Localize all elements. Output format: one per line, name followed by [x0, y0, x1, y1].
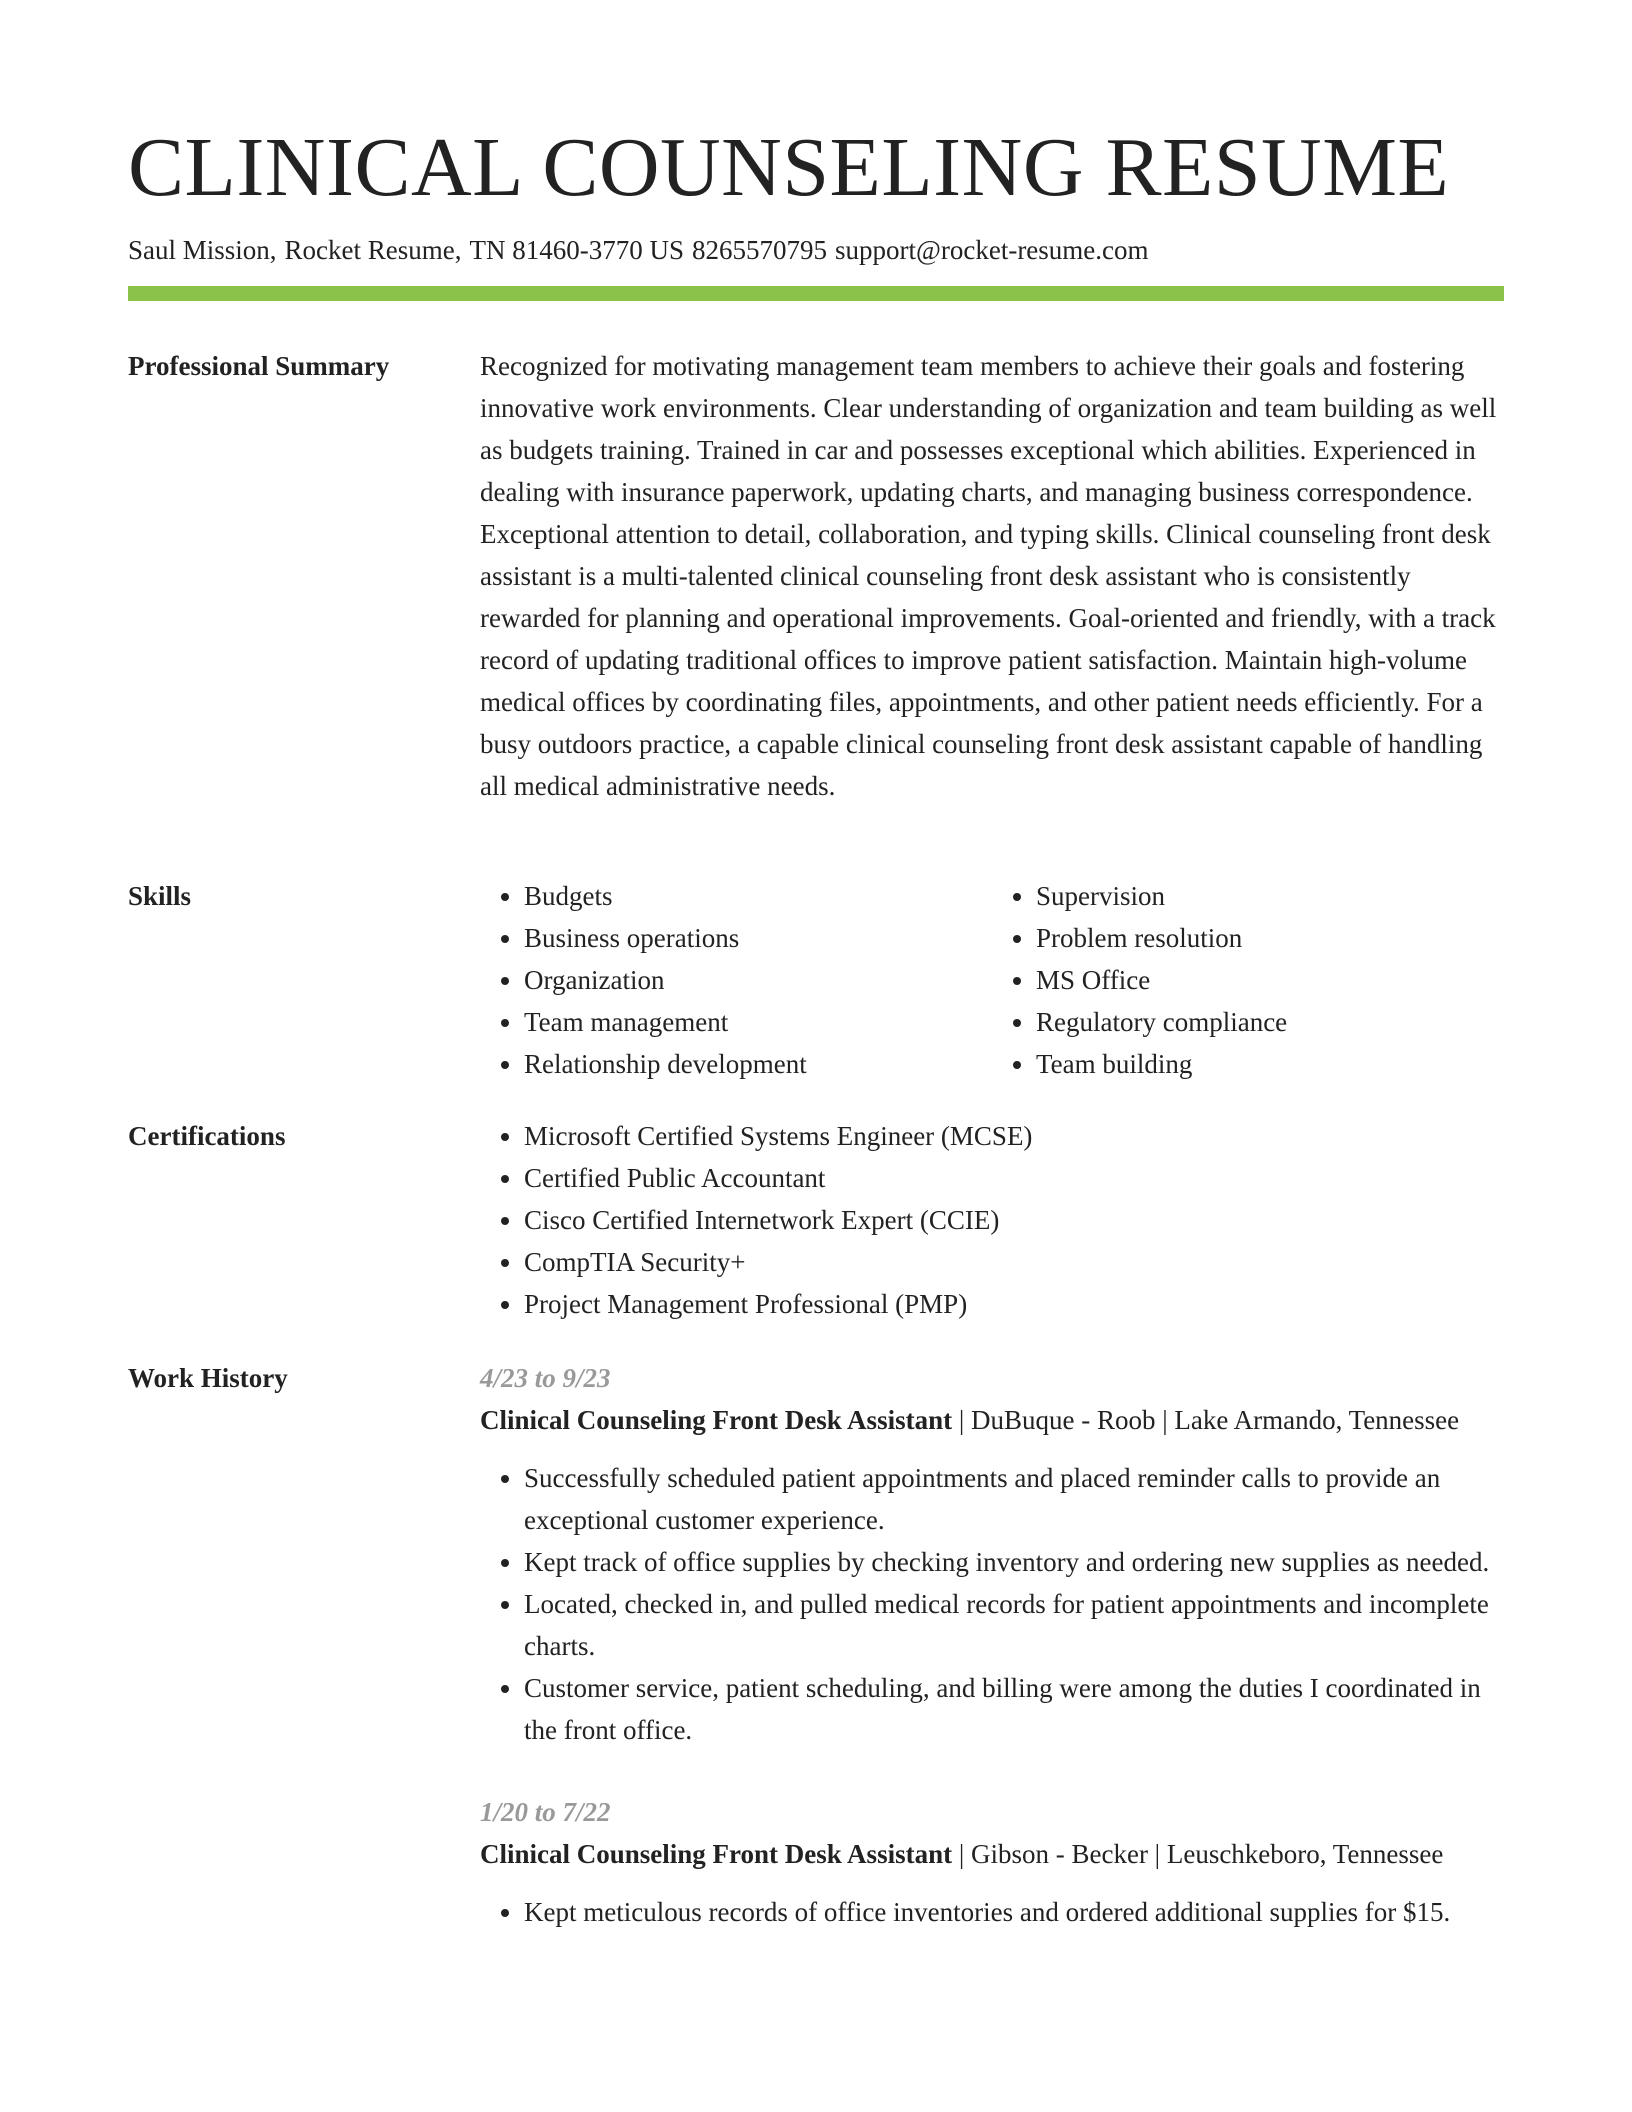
contact-company: Rocket Resume,: [284, 235, 462, 265]
work-history-body: [480, 1357, 1504, 1973]
summary-label: Professional Summary: [128, 351, 390, 381]
job-duty: • Kept track of office supplies by checking inventory and ordering new supplies as needed.: [524, 1541, 1504, 1583]
job-duty: • Successfully scheduled patient appointments and placed reminder calls to provide an exceptional customer experience.: [524, 1457, 1504, 1541]
certification-item: • Certified Public Accountant: [524, 1157, 1504, 1199]
certification-item: • Microsoft Certified Systems Engineer (MCSE): [524, 1115, 1504, 1157]
job-entry: [480, 1791, 1504, 1933]
skills-column-left: [480, 875, 992, 1085]
certification-item: • CompTIA Security+: [524, 1241, 1504, 1283]
certifications-list: [480, 1115, 1504, 1325]
work-history-label: Work History: [128, 1363, 288, 1393]
skills-body: [480, 875, 1504, 1085]
skill-item: • Business operations: [524, 917, 992, 959]
certification-item: • Cisco Certified Internetwork Expert (CCIE): [524, 1199, 1504, 1241]
job-duties: [480, 1457, 1504, 1751]
job-details: | DuBuque - Roob | Lake Armando, Tennessee: [952, 1405, 1460, 1435]
job-duties: [480, 1891, 1504, 1933]
skill-item: • Problem resolution: [1036, 917, 1504, 959]
skill-item: • Regulatory compliance: [1036, 1001, 1504, 1043]
certification-item: • Project Management Professional (PMP): [524, 1283, 1504, 1325]
skill-item: • Relationship development: [524, 1043, 992, 1085]
job-duty: • Customer service, patient scheduling, and billing were among the duties I coordinated in the front office.: [524, 1667, 1504, 1751]
skill-item: • MS Office: [1036, 959, 1504, 1001]
skill-item: • Supervision: [1036, 875, 1504, 917]
resume-title: CLINICAL COUNSELING RESUME: [128, 121, 1450, 214]
skill-item: • Team building: [1036, 1043, 1504, 1085]
skills-grid: [480, 875, 1504, 1085]
job-title: Clinical Counseling Front Desk Assistant: [480, 1839, 953, 1869]
job-entry: [480, 1357, 1504, 1751]
contact-location: TN 81460-3770 US: [469, 235, 684, 265]
job-heading: [480, 1833, 1504, 1875]
job-dates: 4/23 to 9/23: [480, 1363, 611, 1393]
job-title: Clinical Counseling Front Desk Assistant: [480, 1405, 953, 1435]
accent-divider: [128, 286, 1504, 301]
contact-phone: 8265570795: [692, 235, 827, 265]
certifications-body: [480, 1115, 1504, 1325]
skill-item: • Budgets: [524, 875, 992, 917]
certifications-label: Certifications: [128, 1121, 286, 1151]
contact-line: [128, 230, 1157, 270]
summary-text: Recognized for motivating management team members to achieve their goals and fostering innovative work environments. Clear understanding of organization and team building as well as budgets training. Trained in car and possesses exceptional which abilities. Experienced in dealing with insurance paperwork, updating charts, and managing business correspondence. Exceptional attention to detail, collaboration, and typing skills. Clinical counseling front desk assistant is a multi-talented clinical counseling front desk assistant who is consistently rewarded for planning and operational improvements. Goal-oriented and friendly, with a track record of updating traditional offices to improve patient satisfaction. Maintain high-volume medical offices by coordinating files, appointments, and other patient needs efficiently. For a busy outdoors practice, a capable clinical counseling front desk assistant capable of handling all medical administrative needs.: [480, 351, 1497, 801]
job-heading: [480, 1399, 1504, 1441]
skill-item: • Team management: [524, 1001, 992, 1043]
skill-item: • Organization: [524, 959, 992, 1001]
job-duty: • Kept meticulous records of office inventories and ordered additional supplies for $15.: [524, 1891, 1504, 1933]
contact-name: Saul Mission,: [128, 235, 277, 265]
summary-body: [480, 345, 1504, 807]
contact-email[interactable]: support@rocket-resume.com: [835, 235, 1149, 265]
job-details: | Gibson - Becker | Leuschkeboro, Tennessee: [952, 1839, 1444, 1869]
skills-label: Skills: [128, 881, 192, 911]
skills-column-right: [992, 875, 1504, 1085]
job-dates: 1/20 to 7/22: [480, 1797, 611, 1827]
job-duty: • Located, checked in, and pulled medical records for patient appointments and incomplete charts.: [524, 1583, 1504, 1667]
